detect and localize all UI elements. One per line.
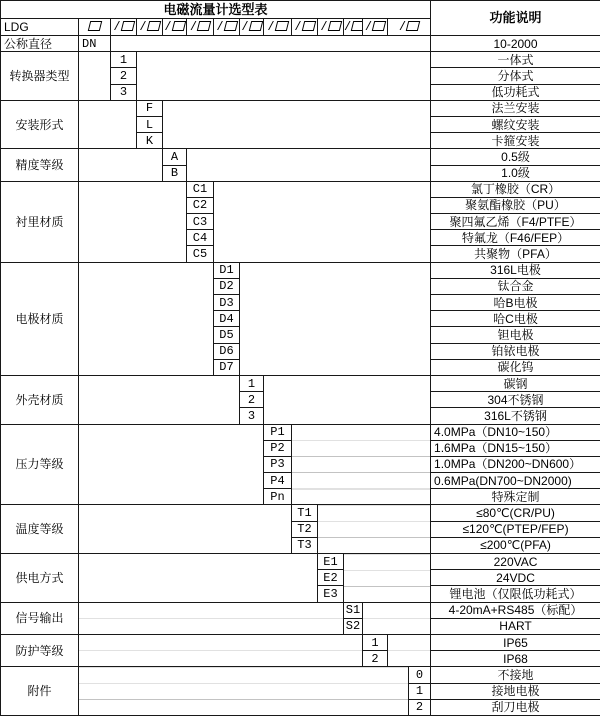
slash: / [267,20,275,34]
code-cell: 0 [409,667,431,683]
code-cell: 2 [363,651,388,667]
spacer-cell [163,100,431,149]
desc-cell: 聚四氟乙烯（F4/PTFE） [431,214,600,230]
option-box-cell [137,19,163,36]
spacer-cell [79,602,344,634]
spacer-cell [344,554,431,603]
spacer-cell [79,149,163,181]
desc-cell: 24VDC [431,570,600,586]
code-cell: E1 [318,554,344,570]
desc-cell: HART [431,618,600,634]
slash: / [241,20,249,34]
box-icon [146,21,160,31]
spacer-cell [79,667,409,716]
code-cell: D6 [214,343,240,359]
desc-cell: 特氟龙（F46/FEP） [431,230,600,246]
spacer-cell [79,424,264,505]
desc-cell: 刮刀电极 [431,699,600,715]
desc-cell: IP68 [431,651,600,667]
box-icon [406,21,420,31]
slash: / [189,20,198,34]
option-box-cell [388,19,431,36]
spacer-cell [79,100,137,149]
box-icon [197,21,211,31]
desc-cell: 分体式 [431,68,600,84]
group-label-installation: 安装形式 [1,100,79,149]
option-box-cell [214,19,240,36]
desc-cell: 1.0MPa（DN200~DN600） [431,456,600,472]
page-title: 电磁流量计选型表 [1,1,431,19]
code-cell: T1 [292,505,318,521]
code-cell: 1 [111,52,137,68]
spacer-cell [79,375,240,424]
code-cell: C1 [187,181,214,197]
code-cell: D5 [214,327,240,343]
spacer-cell [187,149,431,181]
desc-cell: 316L不锈钢 [431,408,600,424]
code-cell: P1 [264,424,292,440]
desc-cell: 接地电极 [431,683,600,699]
option-box-cell [292,19,318,36]
spacer-cell [214,181,431,262]
desc-cell: ≤200℃(PFA) [431,537,600,553]
spacer-cell [292,424,431,505]
code-cell: 1 [409,683,431,699]
code-cell: 1 [363,634,388,650]
code-cell: 1 [240,375,264,391]
desc-cell: IP65 [431,634,600,650]
function-column-header: 功能说明 [431,1,600,36]
option-box-cell [240,19,264,36]
code-cell: A [163,149,187,165]
slash: / [164,20,172,34]
code-cell: B [163,165,187,181]
group-label-housing-material: 外壳材质 [1,375,79,424]
spacer-cell [111,36,431,52]
desc-cell: 一体式 [431,52,600,68]
slash: / [294,20,302,34]
desc-cell: 钛合金 [431,278,600,294]
desc-cell: ≤80℃(CR/PU) [431,505,600,521]
code-cell: E3 [318,586,344,602]
group-label-pressure-rating: 压力等级 [1,424,79,505]
option-box-cell [344,19,363,36]
desc-cell: 铂铱电极 [431,343,600,359]
spacer-cell [79,634,363,666]
desc-cell: 共聚物（PFA） [431,246,600,262]
code-cell: P3 [264,456,292,472]
code-cell: 2 [409,699,431,715]
group-label-power-supply: 供电方式 [1,554,79,603]
option-box-cell [264,19,292,36]
group-label-signal-output: 信号输出 [1,602,79,634]
option-box-cell [111,19,137,36]
spacer-cell [79,262,214,375]
code-cell: E2 [318,570,344,586]
desc-cell: 碳化钨 [431,359,600,375]
group-label-nominal-diameter: 公称直径 [1,36,79,52]
desc-cell: 不接地 [431,667,600,683]
slash: / [320,20,328,34]
code-cell: P4 [264,473,292,489]
desc-cell: 氯丁橡胶（CR） [431,181,600,197]
desc-cell: 碳钢 [431,375,600,391]
code-cell: C3 [187,214,214,230]
code-cell: 3 [111,84,137,100]
desc-cell: 0.5级 [431,149,600,165]
desc-cell: 钽电极 [431,327,600,343]
spacer-cell [79,181,187,262]
spacer-cell [137,52,431,101]
code-cell: S1 [344,602,363,618]
code-cell: T3 [292,537,318,553]
group-label-accuracy: 精度等级 [1,149,79,181]
group-label-temperature-rating: 温度等级 [1,505,79,554]
group-label-electrode-material: 电极材质 [1,262,79,375]
box-icon [171,21,185,31]
desc-cell: 10-2000 [431,36,600,52]
box-icon [88,21,102,31]
group-label-converter-type: 转换器类型 [1,52,79,101]
code-cell: S2 [344,618,363,634]
ldg-label: LDG [1,19,79,36]
box-icon [274,21,288,31]
code-cell: D2 [214,278,240,294]
code-cell: C4 [187,230,214,246]
spacer-cell [79,554,318,603]
desc-cell: 4-20mA+RS485（标配） [431,602,600,618]
code-cell: C5 [187,246,214,262]
desc-cell: 哈B电极 [431,295,600,311]
desc-cell: 304不锈钢 [431,392,600,408]
slash: / [398,20,407,34]
desc-cell: 1.0级 [431,165,600,181]
code-cell: D1 [214,262,240,278]
desc-cell: 哈C电极 [431,311,600,327]
code-cell: D4 [214,311,240,327]
spacer-cell [240,262,431,375]
code-cell: DN [79,36,111,52]
code-cell: F [137,100,163,116]
box-icon [120,21,134,31]
desc-cell: 法兰安装 [431,100,600,116]
code-cell: K [137,133,163,149]
spacer-cell [363,602,431,634]
desc-cell: 聚氨酯橡胶（PU） [431,197,600,213]
desc-cell: 1.6MPa（DN15~150） [431,440,600,456]
code-cell: D7 [214,359,240,375]
desc-cell: 螺纹安装 [431,116,600,132]
code-cell: L [137,116,163,132]
box-icon [372,21,386,31]
desc-cell: 锂电池（仅限低功耗式） [431,586,600,602]
spacer-cell [388,634,431,666]
spacer-cell [79,52,111,101]
group-label-liner-material: 衬里材质 [1,181,79,262]
code-cell: P2 [264,440,292,456]
option-box-cell [363,19,388,36]
desc-cell: 0.6MPa(DN700~DN2000) [431,473,600,489]
slash: / [139,20,147,34]
desc-cell: ≤120℃(PTEP/FEP) [431,521,600,537]
code-cell: T2 [292,521,318,537]
code-cell: 2 [240,392,264,408]
spacer-cell [318,505,431,554]
option-box-cell [79,19,111,36]
desc-cell: 316L电极 [431,262,600,278]
desc-cell: 特殊定制 [431,489,600,505]
group-label-protection-rating: 防护等级 [1,634,79,666]
spacer-cell [79,505,292,554]
spacer-cell [264,375,431,424]
code-cell: 2 [111,68,137,84]
slash: / [216,20,224,34]
slash: / [364,20,373,34]
code-cell: D3 [214,295,240,311]
box-icon [351,21,363,31]
option-box-cell [187,19,214,36]
code-cell: 3 [240,408,264,424]
slash: / [113,20,121,34]
box-icon [327,21,341,31]
slash: / [344,20,352,34]
group-label-accessories: 附件 [1,667,79,716]
code-cell: Pn [264,489,292,505]
option-box-cell [163,19,187,36]
desc-cell: 220VAC [431,554,600,570]
desc-cell: 低功耗式 [431,84,600,100]
box-icon [301,21,315,31]
desc-cell: 卡箍安装 [431,133,600,149]
desc-cell: 4.0MPa（DN10~150） [431,424,600,440]
code-cell: C2 [187,197,214,213]
box-icon [248,21,262,31]
box-icon [223,21,237,31]
option-box-cell [318,19,344,36]
